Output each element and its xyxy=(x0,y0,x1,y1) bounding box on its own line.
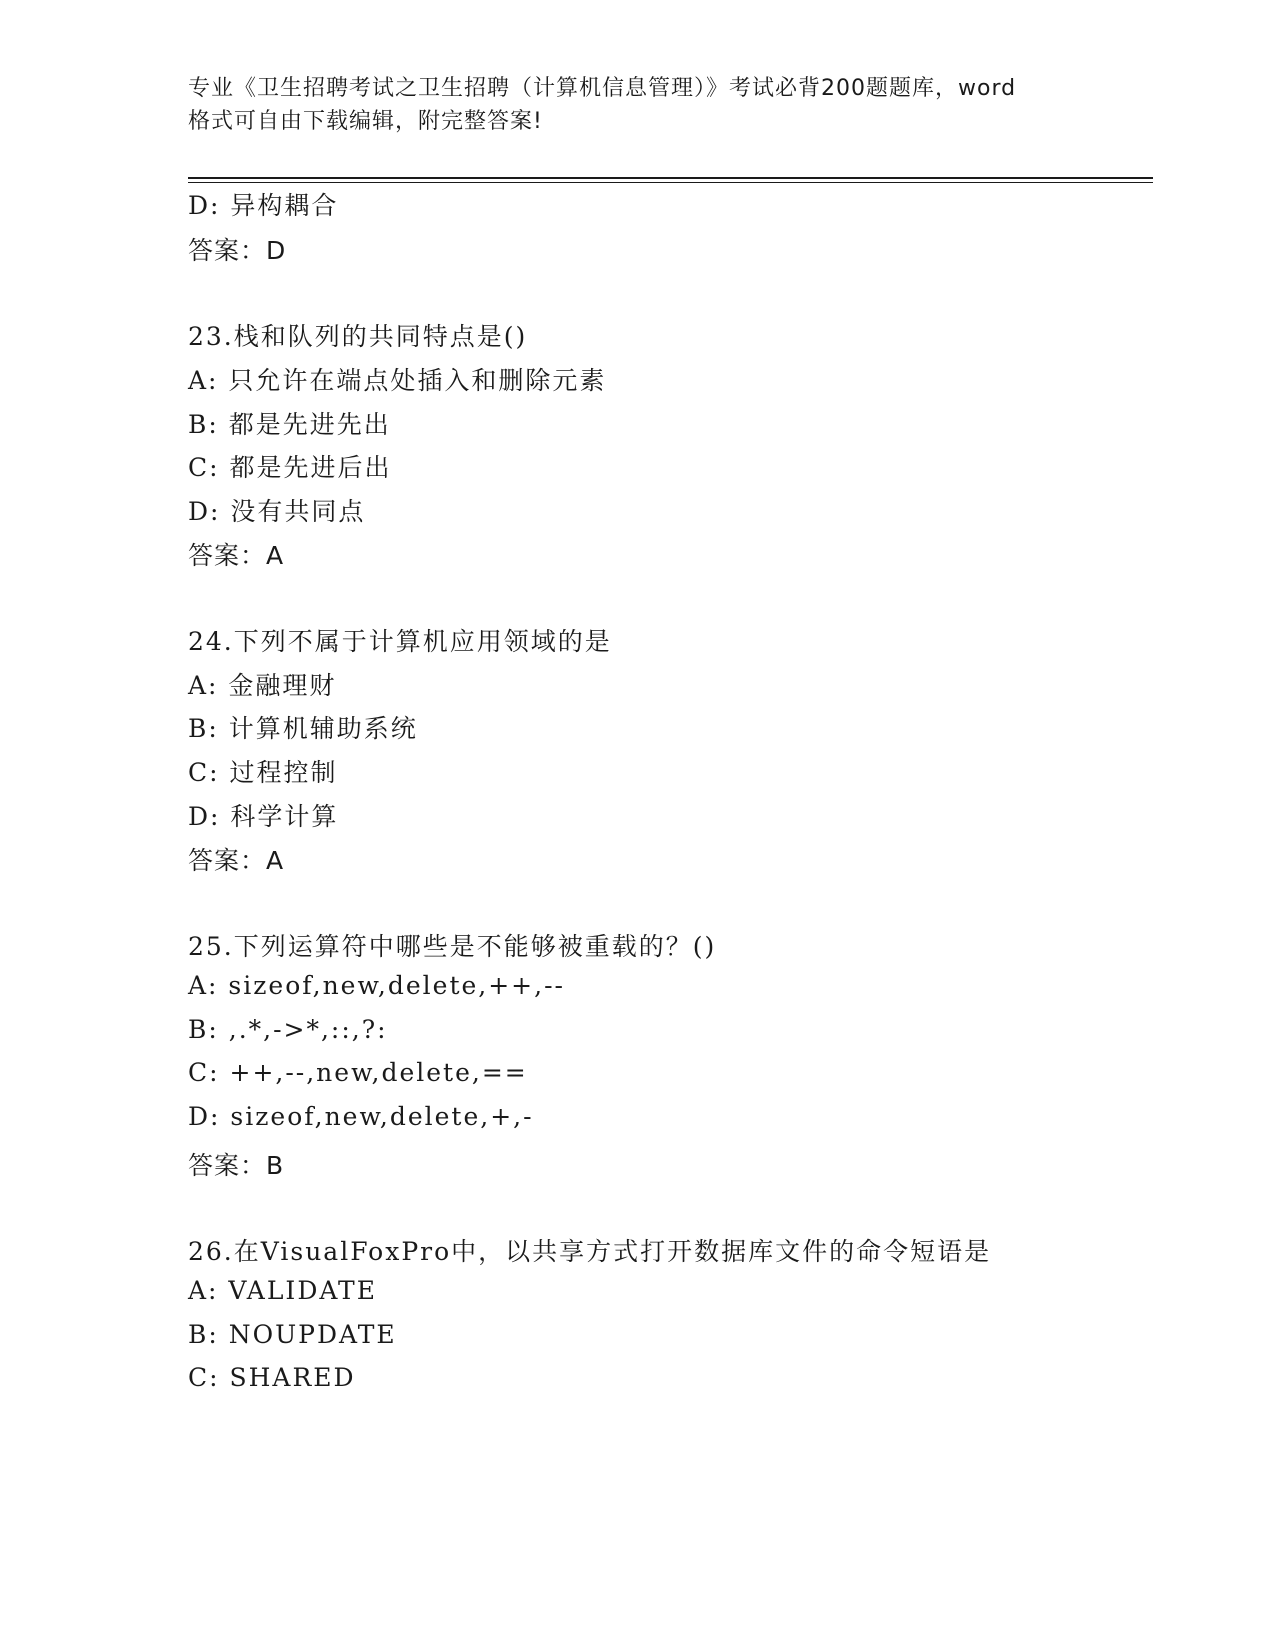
q24-option-b: B: 计算机辅助系统 xyxy=(188,714,418,743)
prev-answer: 答案：D xyxy=(188,236,287,265)
q23-option-d: D: 没有共同点 xyxy=(188,497,366,526)
q26-question: 26.在VisualFoxPro中，以共享方式打开数据库文件的命令短语是 xyxy=(188,1237,992,1266)
header-divider-thin xyxy=(188,182,1153,183)
q25-option-c: C: ++,--,new,delete,== xyxy=(188,1058,528,1087)
header-line-2: 格式可自由下载编辑，附完整答案! xyxy=(188,109,543,134)
q24-option-d: D: 科学计算 xyxy=(188,802,339,831)
q25-option-b: B: ,.*,->*,::,?: xyxy=(188,1015,388,1044)
header-divider-thick xyxy=(188,177,1153,179)
q24-answer: 答案：A xyxy=(188,846,285,875)
q25-question: 25.下列运算符中哪些是不能够被重载的？() xyxy=(188,932,717,961)
prev-option-d: D: 异构耦合 xyxy=(188,191,339,220)
q25-answer: 答案：B xyxy=(188,1151,285,1180)
q23-answer: 答案：A xyxy=(188,541,285,570)
q25-option-d: D: sizeof,new,delete,+,- xyxy=(188,1102,534,1131)
q23-option-a: A: 只允许在端点处插入和删除元素 xyxy=(188,366,607,395)
header-line-1: 专业《卫生招聘考试之卫生招聘（计算机信息管理）》考试必背200题题库，word xyxy=(188,76,1017,101)
q24-option-a: A: 金融理财 xyxy=(188,671,337,700)
q23-question: 23.栈和队列的共同特点是() xyxy=(188,322,528,351)
q26-option-a: A: VALIDATE xyxy=(188,1276,377,1305)
document-header xyxy=(188,72,1088,138)
q26-option-c: C: SHARED xyxy=(188,1363,356,1392)
q23-option-b: B: 都是先进先出 xyxy=(188,410,391,439)
q24-option-c: C: 过程控制 xyxy=(188,758,338,787)
q26-option-b: B: NOUPDATE xyxy=(188,1320,397,1349)
q23-option-c: C: 都是先进后出 xyxy=(188,453,392,482)
q24-question: 24.下列不属于计算机应用领域的是 xyxy=(188,627,612,656)
q25-option-a: A: sizeof,new,delete,++,-- xyxy=(188,971,565,1000)
